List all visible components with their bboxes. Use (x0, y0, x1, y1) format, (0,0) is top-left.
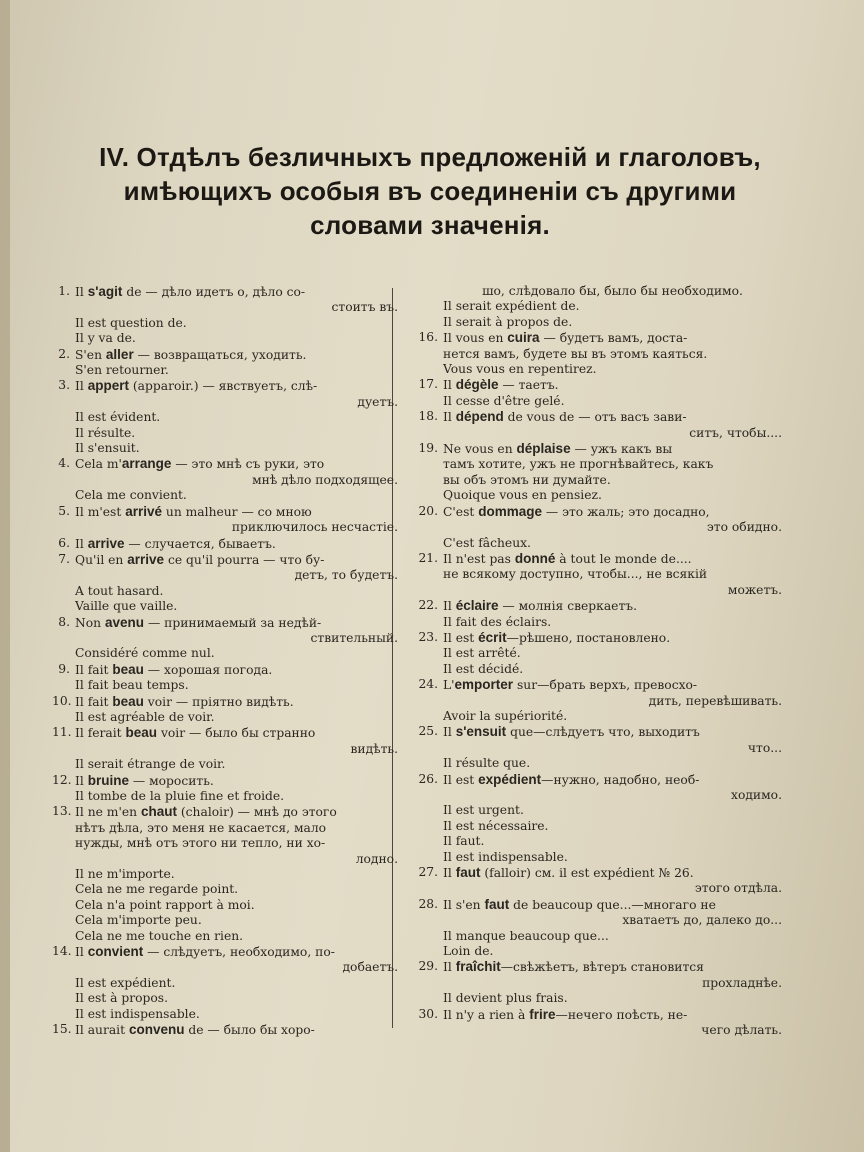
entry-definition: — слѣдуетъ, необходимо, по- (143, 945, 335, 960)
entry-keyword: convient (87, 944, 144, 960)
entry-definition: de — было бы хоро- (184, 1023, 315, 1038)
left-column (52, 284, 398, 1039)
entry-keyword: beau (112, 693, 144, 709)
entry-keyword: donné (514, 550, 556, 566)
entry-number: 20. (418, 503, 438, 518)
entry-text (443, 959, 782, 975)
entry-keyword: faut (455, 865, 481, 881)
entry-continuation: прохладнѣе. (702, 975, 782, 990)
entry-keyword: écrit (478, 629, 507, 645)
example-phrase: Il est indispensable. (75, 1006, 200, 1021)
entry-keyword: dégèle (455, 377, 499, 393)
example-phrase: Il est à propos. (75, 991, 169, 1006)
entry-line (410, 551, 782, 567)
entry-definition: de vous de — отъ васъ зави- (503, 410, 687, 425)
entry-keyword: dépend (455, 409, 504, 425)
entry-number: 27. (418, 865, 438, 880)
entry-text (443, 772, 782, 788)
entry-continuation: мнѣ дѣло подходящее. (252, 472, 398, 487)
entry-number: 26. (418, 771, 438, 786)
entry-line (52, 773, 398, 789)
entry-keyword: s'ensuit (455, 724, 507, 740)
entry-number: 25. (418, 724, 438, 739)
entry-definition: de — дѣло идетъ о, дѣло со- (122, 285, 306, 299)
entry-number: 3. (58, 378, 70, 393)
entry-left-e7 (52, 552, 398, 615)
entry-text (75, 725, 398, 741)
entry-number: 13. (52, 804, 72, 819)
example-phrase: Il tombe de la pluie fine et froide. (75, 789, 285, 803)
entry-line (410, 724, 782, 740)
example-phrase: Il est indispensable. (443, 849, 568, 864)
entry-number: 17. (418, 377, 438, 392)
entry-number: 10. (52, 693, 72, 708)
example-phrase: Il est arrêté. (443, 646, 521, 661)
entry-right-e29 (410, 959, 782, 1006)
entry-line (52, 1022, 398, 1038)
entry-prefix: Il est (443, 630, 479, 645)
example-phrase: Avoir la supériorité. (443, 708, 568, 723)
entry-right-e25 (410, 724, 782, 771)
entry-prefix: L' (443, 678, 455, 693)
entry-keyword: beau (112, 661, 144, 677)
entry-definition: — молнія сверкаетъ. (498, 599, 637, 614)
entry-keyword: bruine (87, 772, 129, 788)
example-phrase: Cela n'a point rapport à moi. (75, 897, 255, 912)
entry-prefix: S'en (75, 347, 106, 362)
entry-text (75, 615, 398, 631)
entry-right-e20 (410, 504, 782, 551)
example-phrase: C'est fâcheux. (443, 535, 531, 550)
entry-right-e24 (410, 677, 782, 724)
entry-text (443, 377, 782, 393)
entry-text (75, 552, 398, 568)
entry-text (443, 865, 782, 881)
entry-text (443, 551, 782, 567)
example-phrase: Il faut. (443, 834, 485, 849)
entry-left-e5 (52, 504, 398, 536)
entry-continuation: хватаетъ до, далеко до... (622, 913, 782, 928)
entry-keyword: arrive (127, 551, 165, 567)
example-phrase: Il s'ensuit. (75, 441, 140, 456)
entry-continuation: приключилось несчастіе. (231, 520, 398, 535)
entry-text (443, 598, 782, 614)
entry-line (52, 615, 398, 631)
entry-keyword: aller (105, 346, 134, 362)
entry-definition: — таетъ. (498, 378, 559, 393)
entry-prefix: Il n'y a rien à (443, 1007, 530, 1022)
entry-number: 29. (418, 959, 438, 974)
section-heading (40, 140, 820, 242)
entry-prefix: Il m'est (75, 504, 126, 519)
entry-right-e18 (410, 409, 782, 441)
entry-text (443, 630, 782, 646)
entry-prefix: Il s'en (443, 897, 485, 912)
entry-left-e3 (52, 378, 398, 456)
entry-right-e16 (410, 330, 782, 377)
entry-number: 28. (418, 896, 438, 911)
entry-left-e4 (52, 456, 398, 503)
entry-prefix: Il (443, 378, 456, 393)
entry-prefix: Non (75, 615, 105, 630)
entry-right-e23 (410, 630, 782, 677)
entry-number: 1. (58, 284, 70, 298)
example-phrase: Il serait expédient de. (443, 299, 580, 314)
entry-keyword: cuira (507, 330, 540, 346)
entry-definition: —свѣжѣетъ, вѣтеръ становится (500, 960, 704, 975)
example-phrase: Il serait étrange de voir. (75, 757, 226, 772)
entry-line (52, 662, 398, 678)
entry-text (75, 378, 398, 394)
entry-keyword: faut (484, 896, 510, 912)
entry-text (443, 330, 782, 346)
entry-prefix: Il ne m'en (75, 805, 141, 820)
entry-text (75, 456, 398, 472)
entry-definition: —рѣшено, постановлено. (506, 630, 671, 645)
entry-line (410, 598, 782, 614)
entry-keyword: chaut (140, 804, 177, 820)
example-phrase: Il est agréable de voir. (75, 709, 215, 724)
entry-prefix: Il (75, 536, 88, 551)
example-phrase: Il y va de. (75, 331, 136, 346)
entry-text (75, 662, 398, 678)
entry-keyword: avenu (105, 614, 145, 630)
example-phrase: Il résulte. (75, 425, 136, 440)
entry-line (410, 772, 782, 788)
entry-right-e27 (410, 865, 782, 897)
entry-continuation: нужды, мнѣ отъ этого ни тепло, ни хо- (75, 836, 326, 851)
entry-number: 6. (58, 535, 70, 550)
entry-continuation: детъ, то будетъ. (294, 568, 398, 583)
entry-prefix: Il vous en (443, 331, 508, 346)
entry-definition: (falloir) см. il est expédient № 26. (480, 866, 694, 881)
entry-line (410, 959, 782, 975)
entry-continuation: видѣть. (350, 741, 398, 756)
entry-definition: — моросить. (128, 773, 214, 788)
entry-keyword: arrive (87, 535, 125, 551)
entry-line (410, 409, 782, 425)
entry-keyword: s'agit (87, 284, 123, 299)
entry-right-e19 (410, 441, 782, 504)
example-phrase: Cela m'importe peu. (75, 913, 202, 928)
entry-left-e10 (52, 694, 398, 726)
entry-text (75, 284, 398, 300)
entry-right-e30 (410, 1007, 782, 1039)
entry-right-e15c (410, 284, 782, 330)
entry-definition: (chaloir) — мнѣ до этого (176, 805, 337, 820)
heading-line-1: IV. Отдѣлъ безличныхъ предложеній и глаголовъ, (99, 142, 761, 172)
entry-prefix: Il (443, 410, 456, 425)
entry-number: 24. (418, 677, 438, 692)
entry-prefix: Il (75, 773, 88, 788)
entry-keyword: appert (87, 378, 129, 394)
example-phrase: S'en retourner. (75, 363, 169, 378)
entry-continuation: ствительный. (310, 630, 398, 645)
entry-definition: —нужно, надобно, необ- (541, 772, 700, 787)
entry-number: 7. (58, 551, 70, 566)
entry-number: 4. (58, 456, 70, 471)
entry-line (410, 504, 782, 520)
entry-text (75, 1022, 398, 1038)
entry-number: 5. (58, 503, 70, 518)
entry-left-e15 (52, 1022, 398, 1038)
entry-prefix: Il ferait (75, 726, 126, 741)
entry-definition: sur—брать верхъ, превосхо- (513, 678, 698, 693)
entry-number: 23. (418, 629, 438, 644)
entry-text (75, 536, 398, 552)
entry-continuation: что... (747, 740, 782, 755)
entry-continuation: шо, слѣдовало бы, было бы необходимо. (482, 284, 743, 298)
entry-right-e17 (410, 377, 782, 409)
entry-prefix: Il (443, 725, 456, 740)
entry-line (52, 284, 398, 300)
example-phrase: Il fait beau temps. (75, 678, 189, 693)
entry-text (443, 677, 782, 693)
entry-left-e14 (52, 944, 398, 1022)
entry-line (410, 865, 782, 881)
entry-right-e22 (410, 598, 782, 630)
entry-definition: un malheur — со мною (161, 504, 312, 519)
entry-left-e2 (52, 347, 398, 379)
entry-prefix: Ne vous en (443, 442, 517, 457)
entry-keyword: beau (125, 725, 158, 741)
entry-right-e28 (410, 897, 782, 960)
entry-keyword: arrivé (125, 503, 162, 519)
entry-prefix: Cela m' (75, 457, 122, 472)
entry-definition: — это мнѣ съ руки, это (171, 457, 325, 472)
entry-line (410, 897, 782, 913)
entry-continuation: не всякому доступно, чтобы..., не всякій (443, 567, 708, 582)
entry-continuation: дить, перевѣшивать. (648, 693, 782, 708)
entry-keyword: arrange (121, 456, 172, 472)
example-phrase: Il fait des éclairs. (443, 614, 552, 629)
entry-definition: — будетъ вамъ, доста- (539, 331, 688, 346)
entry-line (52, 456, 398, 472)
example-phrase: Il est expédient. (75, 975, 176, 990)
entry-keyword: emporter (454, 677, 514, 693)
entry-prefix: Il n'est pas (443, 551, 515, 566)
entry-line (410, 677, 782, 693)
entry-left-e13 (52, 804, 398, 944)
entry-number: 2. (58, 346, 70, 361)
entry-text (75, 694, 398, 710)
heading-line-2: имѣющихъ особыя въ соединеніи съ другими (123, 176, 737, 206)
entry-definition: à tout le monde de.... (555, 551, 692, 566)
entry-prefix: Il est (443, 772, 479, 787)
entry-line (52, 504, 398, 520)
entry-definition: voir — пріятно видѣть. (143, 694, 294, 709)
example-phrase: Il cesse d'être gelé. (443, 393, 565, 408)
entry-definition: — это жаль; это досадно, (542, 504, 710, 519)
entry-definition: — возвращаться, уходить. (133, 347, 307, 362)
entry-prefix: Il fait (75, 662, 113, 677)
entry-prefix: Il aurait (75, 1023, 129, 1038)
entry-continuation: можетъ. (727, 582, 782, 597)
entry-text (443, 409, 782, 425)
entry-left-e8 (52, 615, 398, 662)
entry-text (75, 773, 398, 789)
entry-definition: voir — было бы странно (157, 726, 316, 741)
entry-text (443, 441, 782, 457)
example-phrase: Il est évident. (75, 410, 161, 425)
entry-number: 9. (58, 661, 70, 676)
entry-line (52, 378, 398, 394)
entry-continuation: добаетъ. (342, 960, 398, 975)
example-phrase: Quoique vous en pensiez. (443, 488, 602, 503)
entry-line (52, 694, 398, 710)
entry-prefix: Il (75, 945, 88, 960)
example-phrase: Cela me convient. (75, 488, 187, 503)
entry-continuation: дуетъ. (357, 394, 398, 409)
entry-line (410, 441, 782, 457)
entry-text (443, 897, 782, 913)
entry-left-e1 (52, 284, 398, 347)
entry-line (410, 330, 782, 346)
entry-line (52, 347, 398, 363)
entry-text (75, 347, 398, 363)
entry-keyword: convenu (128, 1022, 185, 1038)
entry-keyword: dommage (478, 503, 542, 519)
entry-number: 30. (418, 1006, 438, 1021)
entry-prefix: Il (443, 866, 456, 881)
page-edge (0, 0, 10, 1152)
entry-prefix: C'est (443, 504, 479, 519)
example-phrase: Cela ne me touche en rien. (75, 928, 244, 943)
entry-continuation: ходимо. (731, 788, 782, 802)
right-column (410, 284, 782, 1039)
entry-line (52, 725, 398, 741)
example-phrase: Vous vous en repentirez. (443, 362, 597, 377)
entry-continuation: стоитъ въ. (331, 300, 398, 315)
entry-line (410, 1007, 782, 1023)
entry-definition: — принимаемый за недѣй- (144, 615, 322, 630)
entry-keyword: éclaire (455, 598, 499, 614)
example-phrase: Il serait à propos de. (443, 314, 573, 329)
entry-number: 21. (418, 550, 438, 565)
entry-line (52, 944, 398, 960)
entry-continuation: чего дѣлать. (701, 1023, 782, 1038)
entry-number: 18. (418, 409, 438, 424)
entry-keyword: déplaise (516, 441, 571, 457)
example-phrase: Il est décidé. (443, 661, 524, 676)
entry-definition: — случается, бываетъ. (124, 536, 276, 551)
entry-continuation: ситъ, чтобы.... (689, 425, 782, 440)
entry-continuation: это обидно. (706, 520, 782, 535)
entry-prefix: Qu'il en (75, 552, 128, 567)
example-phrase: Cela ne me regarde point. (75, 882, 239, 897)
entry-continuation: лодно. (355, 851, 398, 866)
entry-definition: ce qu'il pourra — что бу- (164, 552, 325, 567)
entry-definition: —нечего поѣсть, не- (555, 1007, 688, 1022)
entry-number: 11. (52, 725, 72, 740)
example-phrase: A tout hasard. (75, 583, 164, 598)
entry-keyword: frire (529, 1006, 556, 1022)
entry-text (443, 1007, 782, 1023)
entry-definition: — хорошая погода. (143, 662, 273, 677)
example-phrase: Vaille que vaille. (75, 599, 178, 614)
example-phrase: Il est nécessaire. (443, 818, 549, 833)
example-phrase: Il est urgent. (443, 803, 524, 818)
entry-text (75, 804, 398, 820)
entry-continuation: вы объ этомъ ни думайте. (443, 472, 611, 487)
entry-prefix: Il (443, 599, 456, 614)
entry-text (75, 944, 398, 960)
entry-text (443, 724, 782, 740)
example-phrase: Il ne m'importe. (75, 867, 175, 882)
entry-line (410, 377, 782, 393)
entry-prefix: Il (75, 285, 88, 299)
entry-definition: — ужъ какъ вы (570, 442, 673, 457)
entry-prefix: Il (443, 960, 456, 975)
entry-continuation: нѣтъ дѣла, это меня не касается, мало (75, 820, 327, 835)
entry-number: 22. (418, 598, 438, 613)
entry-definition: de beaucoup que...—многаго не (509, 897, 716, 912)
example-phrase: Considéré comme nul. (75, 646, 215, 661)
entry-number: 12. (52, 772, 72, 787)
entry-line (52, 536, 398, 552)
entry-prefix: Il fait (75, 694, 113, 709)
entry-keyword: fraîchit (455, 959, 501, 975)
entry-text (75, 504, 398, 520)
entry-right-e21 (410, 551, 782, 598)
entry-definition: que—слѣдуетъ что, выходитъ (506, 725, 700, 740)
entry-continuation: тамъ хотите, ужъ не прогнѣвайтесь, какъ (443, 457, 714, 472)
entry-right-e26 (410, 772, 782, 865)
entry-definition: (apparoir.) — явствуетъ, слѣ- (128, 379, 318, 394)
entry-number: 15. (52, 1022, 72, 1037)
entry-number: 19. (418, 441, 438, 456)
heading-line-3: словами значенія. (310, 210, 550, 240)
example-phrase: Il est question de. (75, 315, 187, 330)
entry-number: 16. (418, 330, 438, 345)
entry-prefix: Il (75, 379, 88, 394)
entry-line (52, 552, 398, 568)
example-phrase: Il résulte que. (443, 756, 531, 771)
entry-continuation: нется вамъ, будете вы въ этомъ каяться. (443, 346, 708, 361)
example-phrase: Loin de. (443, 944, 494, 959)
entry-left-e11 (52, 725, 398, 772)
entry-line (52, 804, 398, 820)
entry-text (443, 504, 782, 520)
entry-number: 14. (52, 944, 72, 959)
entry-left-e12 (52, 773, 398, 805)
example-phrase: Il manque beaucoup que... (443, 928, 609, 943)
entry-line (410, 630, 782, 646)
entry-number: 8. (58, 614, 70, 629)
entry-left-e9 (52, 662, 398, 694)
entry-keyword: expédient (478, 771, 542, 787)
entry-left-e6 (52, 536, 398, 552)
entry-continuation: этого отдѣла. (694, 881, 782, 896)
example-phrase: Il devient plus frais. (443, 991, 568, 1006)
